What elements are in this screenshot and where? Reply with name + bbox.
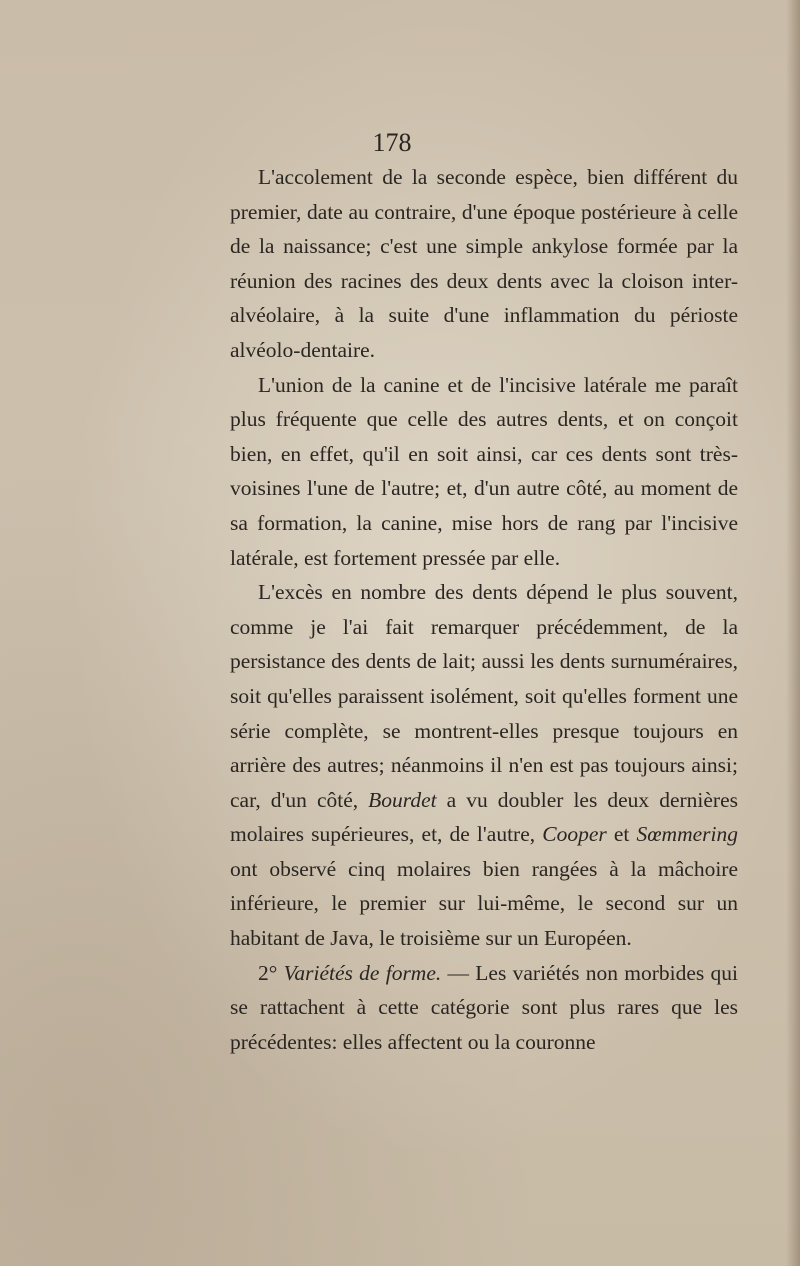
author-cooper: Cooper [542,822,607,847]
section-title: Variétés de forme. [283,960,442,985]
paragraph-3-text-a: L'excès en nombre des dents dépend le plus souvent, comme je l'ai fait remarquer précédemment, de la persistance des dents de lait; aussi les dents surnuméraires, soit qu'elles paraissent isolément, soit qu'elles forment une série complète, se montrent-elles presque toujours en arrière des autres; néanmoins il n'en est pas toujours ainsi; car, d'un côté, [230,580,738,812]
paragraph-3-text-b: a vu doubler les deux dernières molaires supérieures, et, de l'autre, [230,787,738,847]
paragraph-3-conjunction: et [606,822,637,847]
page-number: 178 [372,128,412,157]
body-text [230,160,738,1059]
author-bourdet: Bourdet [368,787,437,812]
paragraph-2: L'union de la canine et de l'incisive latérale me paraît plus fréquente que celle des autres dents, et on conçoit bien, en effet, qu'il en soit ainsi, car ces dents sont très-voisines l'une de l'autre; et, d'un autre côté, au moment de sa formation, la canine, mise hors de rang par l'incisive latérale, est fortement pressée par elle. [230,372,738,570]
paragraph-4-text: — Les variétés non morbides qui se rattachent à cette catégorie sont plus rares que les précédentes: elles affectent ou la couronne [230,960,739,1054]
section-number: 2° [258,960,284,985]
page-edge-shadow [786,0,800,1266]
paragraph-4 [230,956,738,1060]
paragraph-1: L'accolement de la seconde espèce, bien différent du premier, date au contraire, d'une époque postérieure à celle de la naissance; c'est une simple ankylose formée par la réunion des racines des deux dents avec la cloison inter-alvéolaire, à la suite d'une inflammation du périoste alvéolo-dentaire. [230,165,738,362]
author-soemmering: Sœmmering [636,822,738,847]
paragraph-3 [230,575,738,956]
paragraph-3-text-c: ont observé cinq molaires bien rangées à la mâchoire inférieure, le premier sur lui-même, le second sur un habitant de Java, le troisième sur un Européen. [230,856,738,951]
